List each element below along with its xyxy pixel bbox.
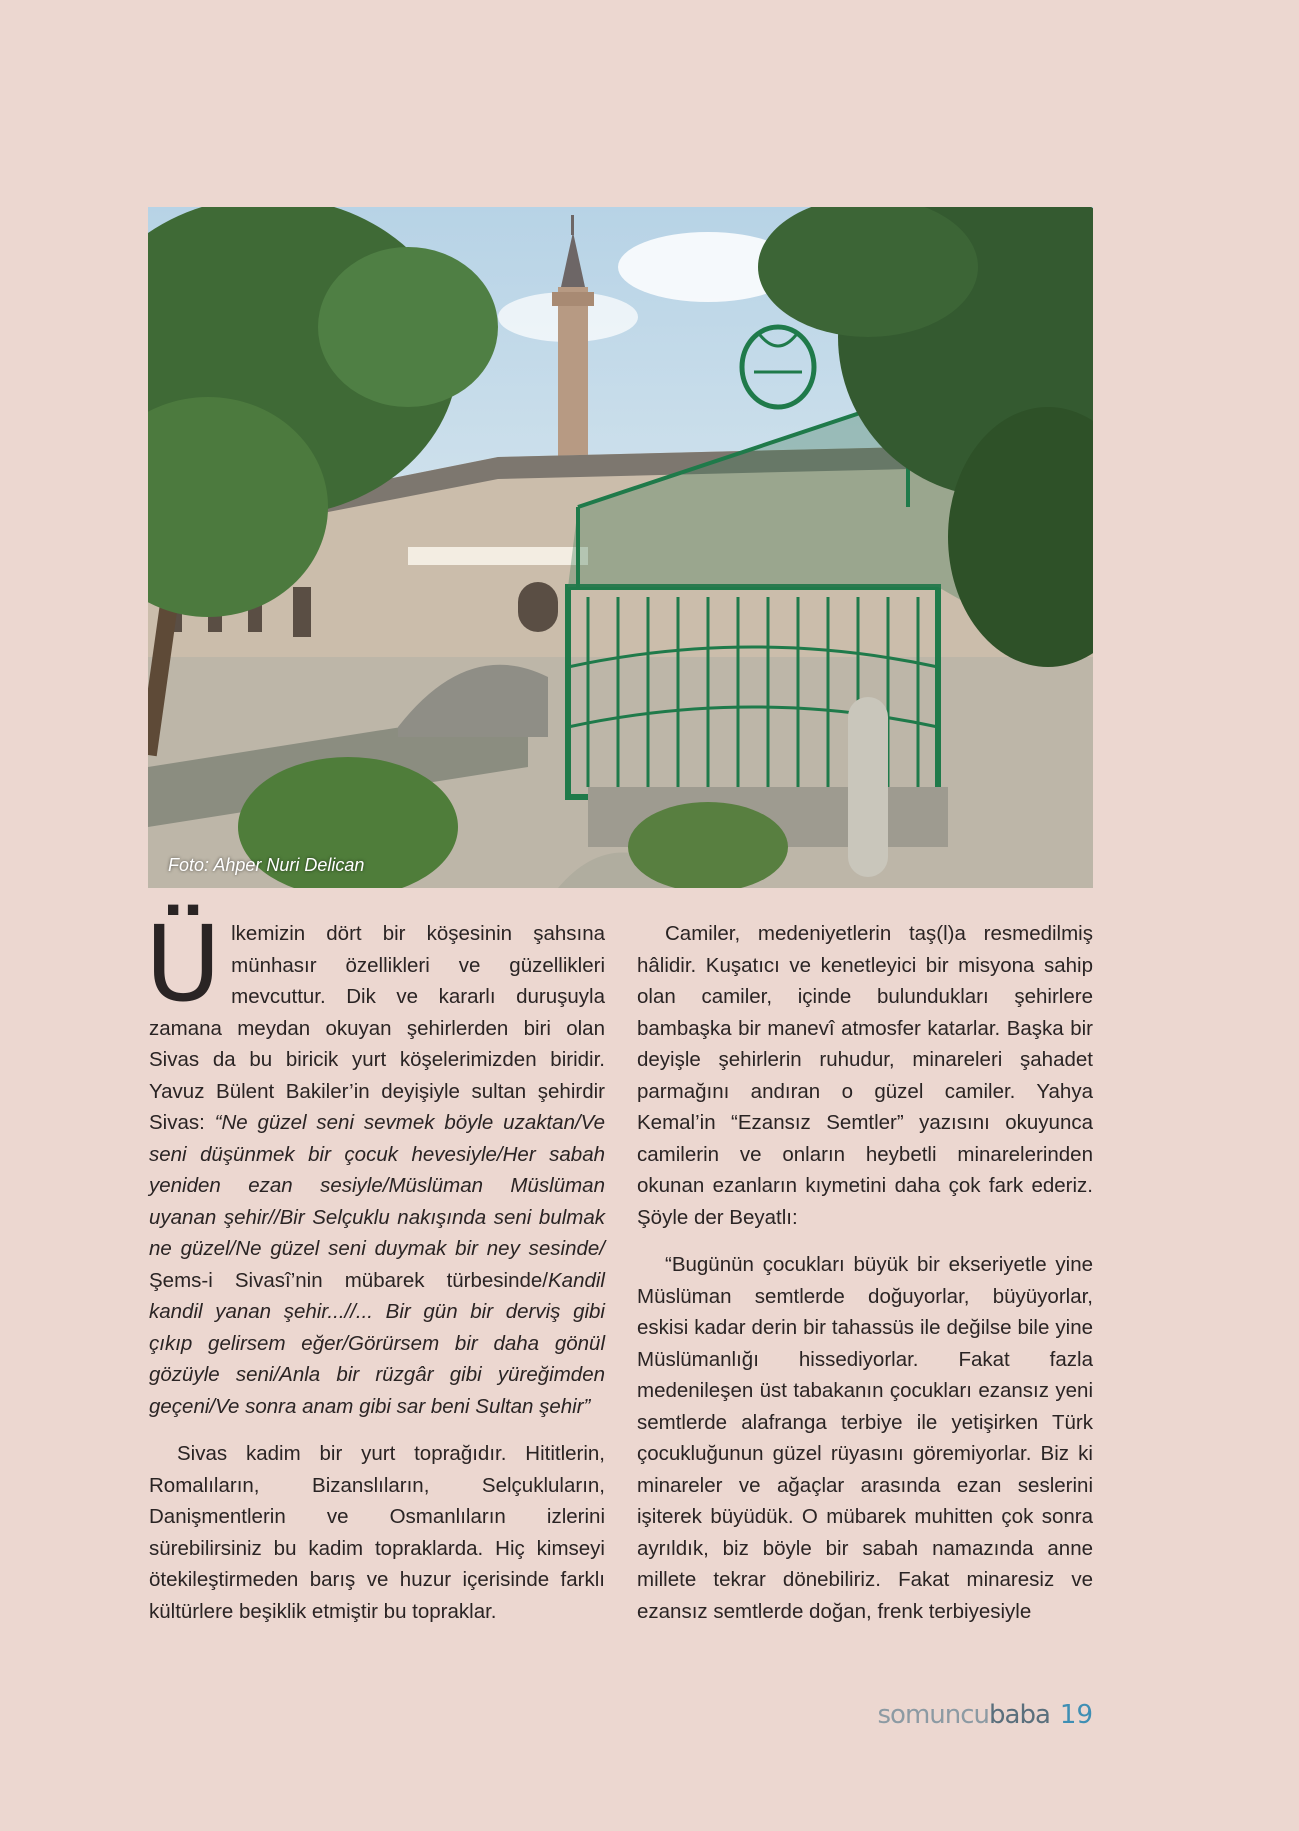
beyatli-quote-paragraph: “Bugünün çocukları büyük bir ekseriyetle yine Müslüman semtlerde doğuyorlar, büyüyorlar, eskisi kadar derin bir tahassüs ile değilse bile yine Müslümanlığı hissediyorlar. Fakat fazla medenileşen üst tabakanın çocukları ezansız yeni semtlerde alafranga terbiye ile yetişirken Türk çocukluğunun güzel rüyasını göremiyorlar. Biz ki minareler ve ağaçlar arasında ezan seslerini işiterek büyüdük. O mübarek muhitten çok sonra ayrıldık, biz böyle bir sabah namazında anne millete tekrar dönebiliriz. Fakat minaresiz ve ezansız semtlerde doğan, frenk terbiyesiyle <box>637 1253 1093 1623</box>
poem-quote-part2: Şems-i Sivasî’nin mübarek türbesinde/ <box>149 1268 548 1292</box>
left-column <box>145 903 605 1627</box>
drop-cap: Ü <box>145 903 222 1025</box>
brand-baba: baba <box>989 1700 1050 1730</box>
intro-text: lkemizin dört bir köşesinin şahsına münhasır özellikleri ve güzellikleri mevcuttur. Dik ve kararlı duruşuyla zamana meydan okuyan şehirlerden biri olan Sivas da bu biricik yurt köşelerimizden biridir. Yavuz Bülent Bakiler’in deyişiyle sultan şehirdir Sivas: <box>149 922 605 1134</box>
poem-quote-part3: Kandil kandil yanan şehir...//... Bir gün bir derviş gibi çıkıp gelirsem eğer/Görürsem bir daha gönül gözüyle seni/Anla bir rüzgâr gibi yüreğimden geçeni/Ve sonra anam gibi sar beni Sultan şehir” <box>149 1268 605 1418</box>
brand-somuncu: somuncu <box>877 1700 990 1730</box>
intro-paragraph <box>145 903 605 1422</box>
page-footer <box>878 1700 1093 1730</box>
mosque-photo <box>148 207 1093 888</box>
history-paragraph: Sivas kadim bir yurt toprağıdır. Hititlerin, Romalıların, Bizanslıların, Selçukluların, Danişmentlerin ve Osmanlıların izlerini sürebilirsiniz bu kadim topraklarda. Hiç kimseyi ötekileştirmeden barış ve huzur içerisinde farklı kültürlere beşiklik etmiştir bu topraklar. <box>149 1442 605 1623</box>
mosque-courtyard-image <box>148 207 1093 888</box>
right-column <box>637 918 1093 1627</box>
mosques-paragraph: Camiler, medeniyetlerin taş(l)a resmedilmiş hâlidir. Kuşatıcı ve kenetleyici bir misyona sahip olan camiler, içinde bulundukları şehirlere bambaşka bir manevî atmosfer katarlar. Başka bir deyişle şehirlerin ruhudur, minareleri şahadet parmağını andıran o güzel camiler. Yahya Kemal’in “Ezansız Semtler” yazısını okuyunca camilerin ve onların heybetli minarelerinden okunan ezanların kıymetini daha çok fark ederiz. Şöyle der Beyatlı: <box>637 922 1093 1229</box>
photo-credit: Foto: Ahper Nuri Delican <box>168 855 365 875</box>
page-number: 19 <box>1059 1700 1093 1730</box>
poem-quote-part1: “Ne güzel seni sevmek böyle uzaktan/Ve seni düşünmek bir çocuk hevesiyle/Her sabah yeniden ezan sesiyle/Müslüman Müslüman uyanan şehir//Bir Selçuklu nakışında seni bulmak ne güzel/Ne güzel seni duymak bir ney sesinde/ <box>149 1111 605 1260</box>
